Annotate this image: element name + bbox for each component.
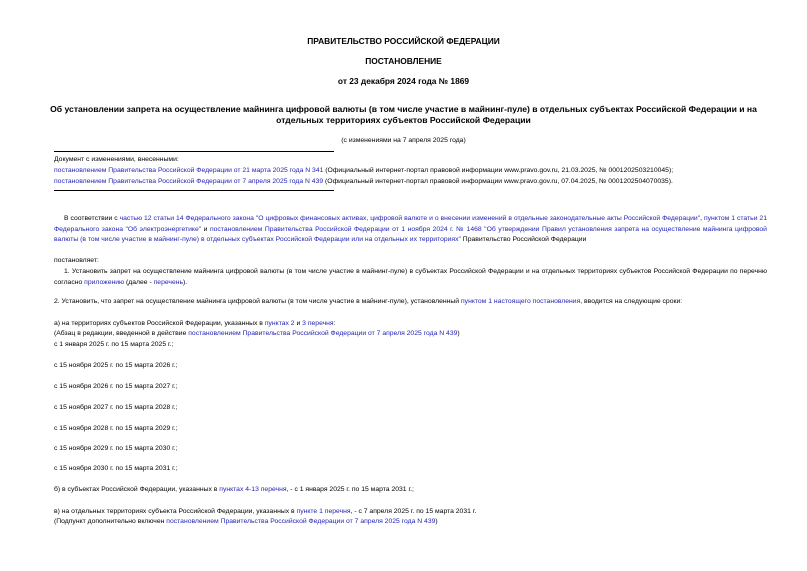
period-item: с 15 ноября 2026 г. по 15 марта 2027 г.; xyxy=(54,383,178,390)
change-item: постановлением Правительства Российской Федерации от 7 апреля 2025 года N 439 (Официальный интернет-портал правовой информации www.pravo.gov.ru, 07.04.2025, № 0001202504070035). xyxy=(54,178,673,185)
appendix-link[interactable]: приложению xyxy=(84,278,125,286)
postanovlyaet: постановляет: xyxy=(54,257,99,264)
preamble: В соответствии с частью 12 статьи 14 Федерального закона "О цифровых финансовых активах, цифровой валюте и о внесении изменений в отдельные законодательные акты Российской Федерации", пунктом 1 статьи 21 Федерального закона "Об электроэнергетике" и постановлением Правительства Российской Федерации от 1 ноября 2024 г. № 1468 "Об утверждении Правил установления запрета на осуществление майнинга цифровой валюты (в том числе участие в майнинг-пуле) в отдельных субъектах Российской Федерации или на отдельных их территориях" Правительство Российской Федерации xyxy=(54,215,767,243)
subpoint-a: а) на территориях субъектов Российской Федерации, указанных в пунктах 2 и 3 перечня: xyxy=(54,320,336,327)
list-link[interactable]: перечень xyxy=(153,278,184,286)
period-item: с 15 ноября 2030 г. по 15 марта 2031 г.; xyxy=(54,465,178,472)
point1-link[interactable]: пунктом 1 настоящего постановления xyxy=(460,298,581,305)
subpoint-v-note: (Подпункт дополнительно включен постановлением Правительства Российской Федерации от 7 апреля 2025 года N 439) xyxy=(54,518,438,525)
law-link[interactable]: частью 12 статьи 14 Федерального закона "О цифровых финансовых активах, цифровой валюте и о внесении изменений в отдельные законодательные акты Российской Федерации" xyxy=(119,215,701,222)
period-item: с 15 ноября 2027 г. по 15 марта 2028 г.; xyxy=(54,404,178,411)
paragraph-1: 1. Установить запрет на осуществление майнинга цифровой валюты (в том числе участие в майнинг-пуле) в субъектах Российской Федерации и на отдельных территориях субъектов Российской Федерации по перечню согласно приложению (далее - перечень). xyxy=(54,268,767,286)
subpoint-b: б) в субъектах Российской Федерации, указанных в пунктах 4-13 перечня, - с 1 января 2025 г. по 15 марта 2031 г.; xyxy=(54,486,414,493)
change-item: постановлением Правительства Российской Федерации от 21 марта 2025 года N 341 (Официальный интернет-портал правовой информации www.pravo.gov.ru, 21.03.2025, № 0001202503210045); xyxy=(54,167,674,174)
changes-intro: Документ с изменениями, внесенными: xyxy=(54,156,179,163)
decree-link[interactable]: постановлением Правительства Российской Федерации от 1 ноября 2024 г. № 1468 "Об утверждении Правил установления запрета на осуществление майнинга цифровой валюты (в том числе участие в майнинг-пуле) в отдельных субъектах Российской Федерации или на отдельных их территориях" xyxy=(54,225,767,243)
document-type: ПОСТАНОВЛЕНИЕ xyxy=(365,56,442,66)
period-item: с 15 ноября 2025 г. по 15 марта 2026 г.; xyxy=(54,362,178,369)
change-link[interactable]: постановлением Правительства Российской Федерации от 7 апреля 2025 года N 439 xyxy=(54,178,324,185)
government-heading: ПРАВИТЕЛЬСТВО РОССИЙСКОЙ ФЕДЕРАЦИИ xyxy=(307,36,500,46)
amendment-link[interactable]: постановлением Правительства Российской Федерации от 7 апреля 2025 года N 439 xyxy=(166,518,436,525)
point3-link[interactable]: 3 перечня xyxy=(302,320,334,327)
paragraph-2: 2. Установить, что запрет на осуществление майнинга цифровой валюты (в том числе участие в майнинг-пуле), установленный пунктом 1 настоящего постановления, вводится на следующие сроки: xyxy=(54,298,683,305)
period-item: с 1 января 2025 г. по 15 марта 2025 г.; xyxy=(54,341,174,348)
changes-note: (с изменениями на 7 апреля 2025 года) xyxy=(341,137,466,144)
divider-bottom xyxy=(54,190,334,191)
amendment-link[interactable]: постановлением Правительства Российской Федерации от 7 апреля 2025 года N 439 xyxy=(188,330,458,337)
points-4-13-link[interactable]: пунктах 4-13 перечня xyxy=(219,486,287,493)
point2-link[interactable]: пунктах 2 xyxy=(264,320,295,327)
law-link[interactable]: пунктом 1 статьи 21 Федерального закона "Об электроэнергетике" xyxy=(54,215,767,233)
period-item: с 15 ноября 2029 г. по 15 марта 2030 г.; xyxy=(54,445,178,452)
divider-top xyxy=(54,151,334,152)
point1-list-link[interactable]: пункте 1 перечня xyxy=(296,508,351,515)
period-item: с 15 ноября 2028 г. по 15 марта 2029 г.; xyxy=(54,425,178,432)
document-title: Об установлении запрета на осуществление майнинга цифровой валюты (в том числе участие в майнинг-пуле) в отдельных субъектах Российской Федерации и на отдельных территориях субъектов Российской Федерации xyxy=(50,104,757,125)
subpoint-v: в) на отдельных территориях субъекта Российской Федерации, указанных в пункте 1 перечня, - с 7 апреля 2025 г. по 15 марта 2031 г. xyxy=(54,508,477,515)
change-link[interactable]: постановлением Правительства Российской Федерации от 21 марта 2025 года N 341 xyxy=(54,167,324,174)
document-date: от 23 декабря 2024 года № 1869 xyxy=(337,76,470,86)
subpoint-a-note: (Абзац в редакции, введенной в действие постановлением Правительства Российской Федерации от 7 апреля 2025 года N 439) xyxy=(54,330,460,337)
